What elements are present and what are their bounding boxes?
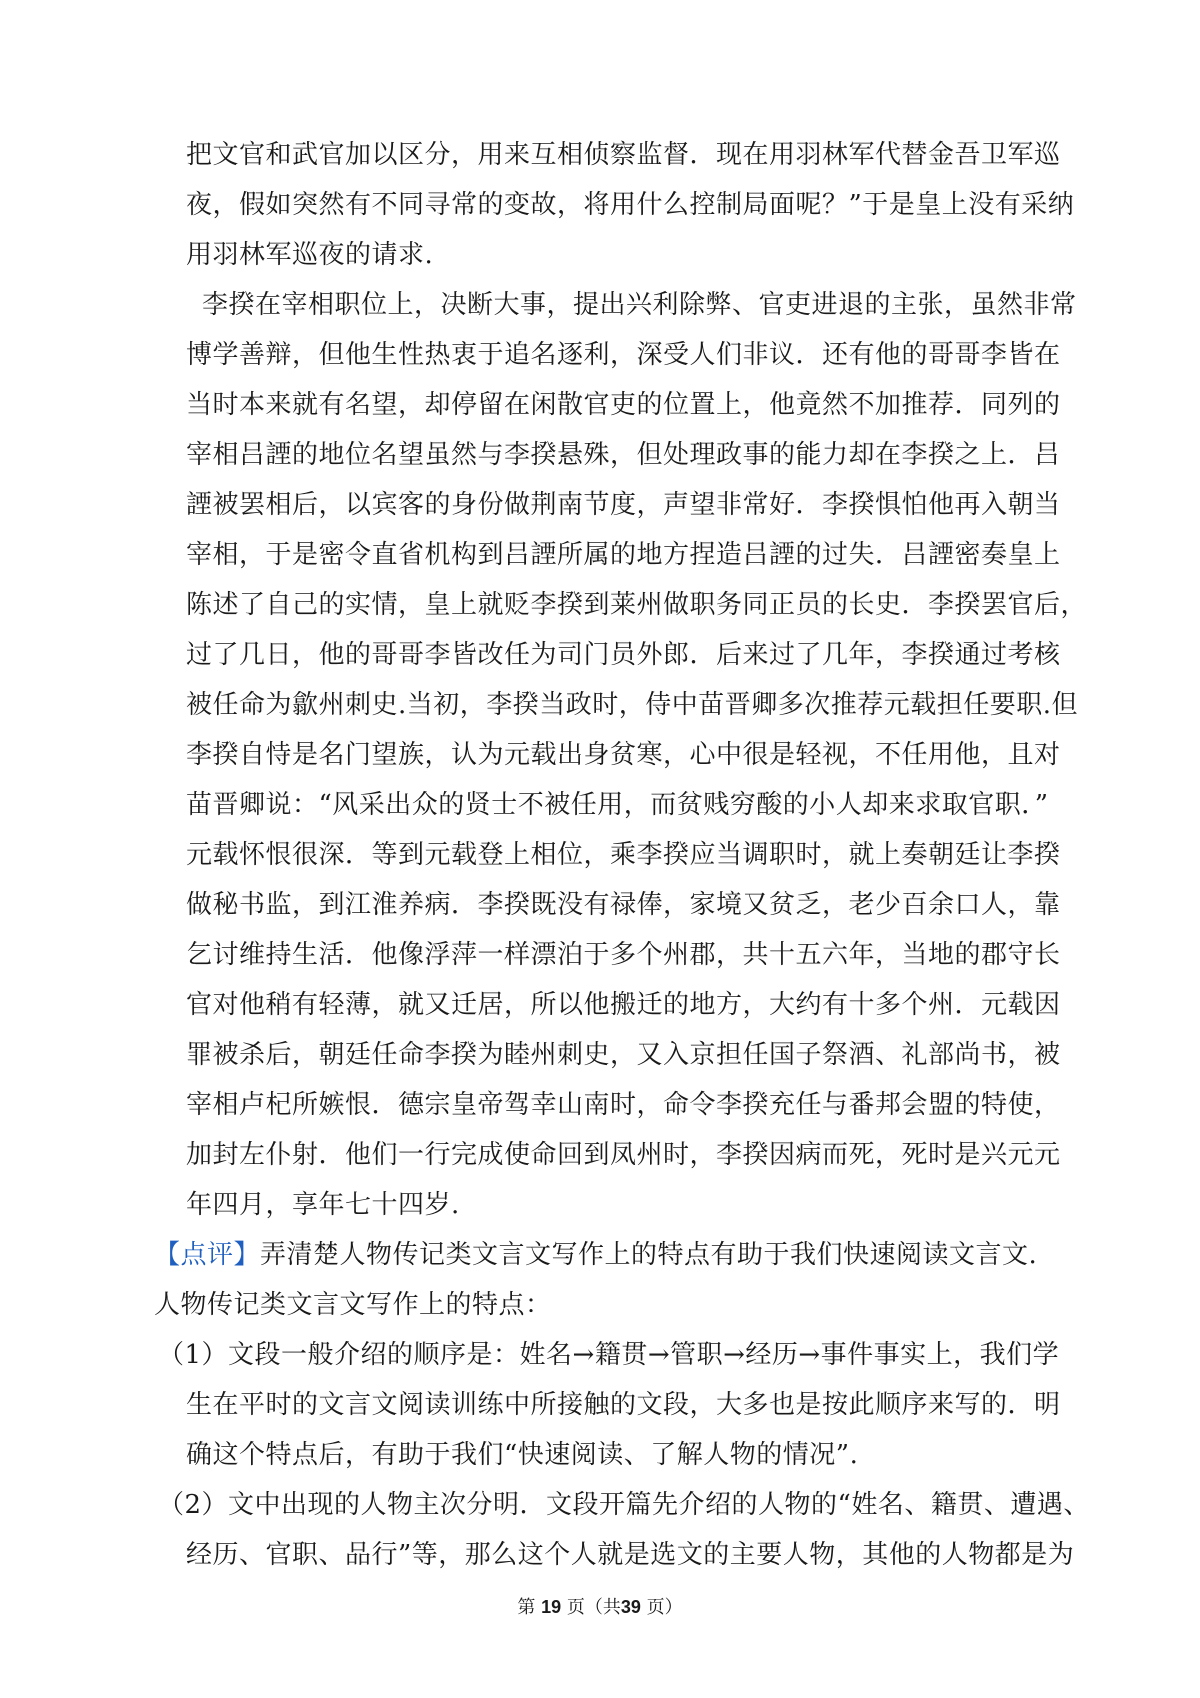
text-line: 諲被罢相后，以宾客的身份做荆南节度，声望非常好．李揆惧怕他再入朝当 [186,490,1061,520]
footer-middle: 页（共 [566,1597,621,1618]
text-line: 夜，假如突然有不同寻常的变故，将用什么控制局面呢？”于是皇上没有采纳 [186,190,1075,220]
text-line: 乞讨维持生活．他像浮萍一样漂泊于多个州郡，共十五六年，当地的郡守长 [186,940,1061,970]
text-line: 苗晋卿说：“风采出众的贤士不被任用，而贫贱穷酸的小人却来求取官职．” [186,790,1049,820]
comment-line [154,1230,1038,1280]
feature-item-2 [158,1480,1090,1580]
text-line: 生在平时的文言文阅读训练中所接触的文段，大多也是按此顺序来写的．明 [186,1390,1061,1420]
text-line: （1）文段一般介绍的顺序是：姓名→籍贯→管职→经历→事件事实上，我们学 [158,1340,1060,1370]
comment-tag: 【点评】 [154,1240,261,1270]
text-line: 宰相卢杞所嫉恨．德宗皇帝驾幸山南时，命令李揆充任与番邦会盟的特使， [186,1090,1061,1120]
text-line: 把文官和武官加以区分，用来互相侦察监督．现在用羽林军代替金吾卫军巡 [186,140,1061,170]
text-line: 确这个特点后，有助于我们“快速阅读、了解人物的情况”. [186,1440,859,1470]
page-footer [0,1595,1200,1620]
comment-text: 弄清楚人物传记类文言文写作上的特点有助于我们快速阅读文言文. [260,1240,1038,1270]
text-line: 李揆自恃是名门望族，认为元载出身贫寒，心中很是轻视，不任用他，且对 [186,740,1061,770]
text-line: 宰相吕諲的地位名望虽然与李揆悬殊，但处理政事的能力却在李揆之上．吕 [186,440,1061,470]
text-line: 当时本来就有名望，却停留在闲散官吏的位置上，他竟然不加推荐．同列的 [186,390,1061,420]
text-line: 做秘书监，到江淮养病．李揆既没有禄俸，家境又贫乏，老少百余口人，靠 [186,890,1061,920]
text-line: 被任命为歙州刺史.当初，李揆当政时，侍中苗晋卿多次推荐元载担任要职.但 [186,690,1079,720]
text-line: 官对他稍有轻薄，就又迁居，所以他搬迁的地方，大约有十多个州．元载因 [186,990,1061,1020]
text-line: 用羽林军巡夜的请求. [186,240,434,270]
text-line: 加封左仆射．他们一行完成使命回到凤州时，李揆因病而死，死时是兴元元 [186,1140,1061,1170]
footer-suffix: 页） [646,1597,683,1618]
text-line: 陈述了自己的实情，皇上就贬李揆到莱州做职务同正员的长史．李揆罢官后， [186,590,1088,620]
footer-total-pages: 39 [620,1597,641,1617]
text-line: 过了几日，他的哥哥李皆改任为司门员外郎．后来过了几年，李揆通过考核 [186,640,1061,670]
footer-page-number: 19 [541,1597,562,1617]
text-line: 罪被杀后，朝廷任命李揆为睦州刺史，又入京担任国子祭酒、礼部尚书，被 [186,1040,1061,1070]
features-title: 人物传记类文言文写作上的特点： [154,1290,552,1320]
paragraph-continued [186,130,1075,280]
text-line: 博学善辩，但他生性热衷于追名逐利，深受人们非议．还有他的哥哥李皆在 [186,340,1061,370]
paragraph-li-kui [186,280,1088,1230]
text-line: 经历、官职、品行”等，那么这个人就是选文的主要人物，其他的人物都是为 [186,1540,1075,1570]
text-line: 宰相，于是密令直省机构到吕諲所属的地方捏造吕諲的过失．吕諲密奏皇上 [186,540,1061,570]
text-line: 元载怀恨很深．等到元载登上相位，乘李揆应当调职时，就上奏朝廷让李揆 [186,840,1061,870]
feature-item-1 [158,1330,1061,1480]
text-line: 李揆在宰相职位上，决断大事，提出兴利除弊、官吏进退的主张，虽然非常 [202,290,1077,320]
text-line: （2）文中出现的人物主次分明．文段开篇先介绍的人物的“姓名、籍贯、遭遇、 [158,1490,1090,1520]
document-body [154,130,1090,1580]
text-line: 年四月，享年七十四岁. [186,1190,460,1220]
footer-prefix: 第 [517,1597,536,1618]
